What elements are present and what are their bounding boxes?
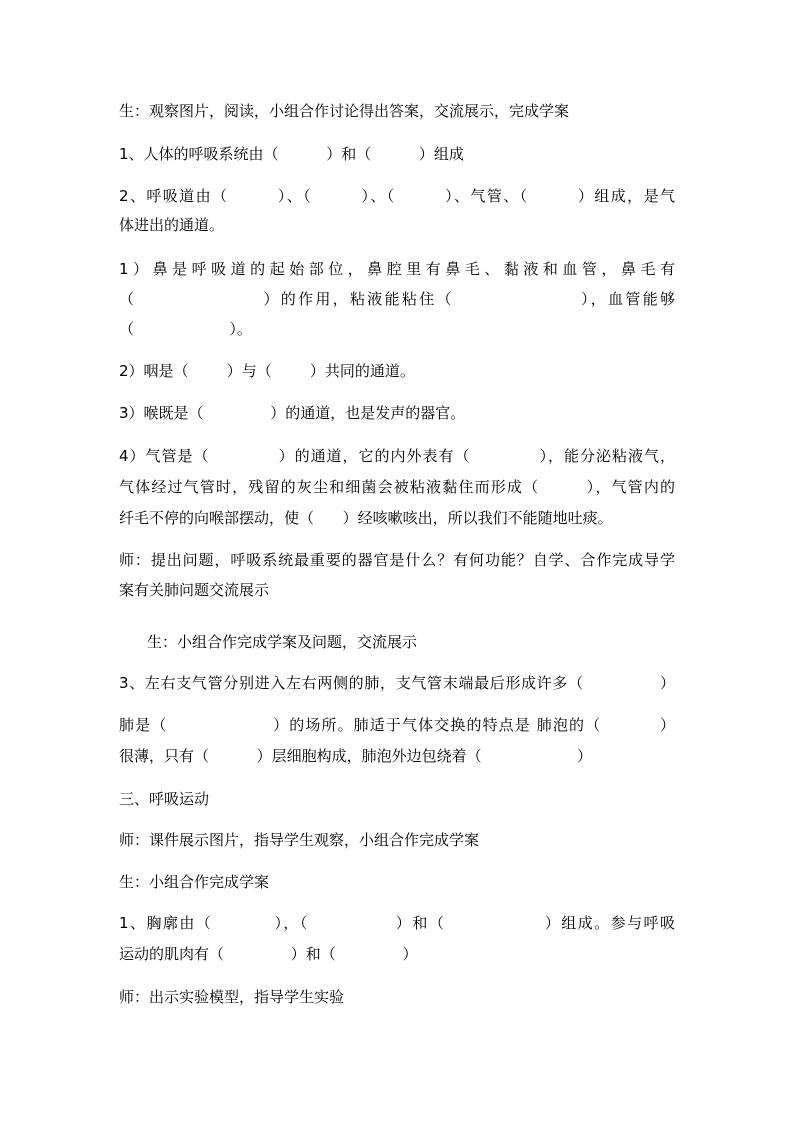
paragraph-line: 2、呼吸道由（ ）、（ ）、（ ）、气管、（ ）组成，是气 [119,187,675,205]
paragraph-line: （ ）的作用，粘液能粘住（ ），血管能够 [119,290,675,308]
paragraph-line: 生：小组合作完成学案及问题，交流展示 [147,633,418,651]
paragraph-line: 师：提出问题，呼吸系统最重要的器官是什么？有何功能？自学、合作完成导学 [119,551,675,569]
paragraph-line: （ ）。 [119,320,252,338]
paragraph-line: 运动的肌肉有（ ）和（ ） [119,945,418,963]
paragraph-line: 师：课件展示图片，指导学生观察，小组合作完成学案 [119,831,480,849]
paragraph-line: 纤毛不停的向喉部摆动，使（ ）经咳嗽咳出，所以我们不能随地吐痰。 [119,509,613,527]
paragraph-line: 很薄，只有（ ）层细胞构成，肺泡外边包绕着（ ） [119,747,593,765]
section-heading: 三、呼吸运动 [119,790,210,808]
paragraph-line: 4）气管是（ ）的通道，它的内外表有（ ），能分泌粘液气， [119,447,675,465]
paragraph-line: 1、人体的呼吸系统由（ ）和（ ）组成 [119,145,464,163]
paragraph-line: 2）咽是（ ）与（ ）共同的通道。 [119,362,415,380]
paragraph-line: 气体经过气管时，残留的灰尘和细菌会被粘液黏住而形成（ ），气管内的 [119,478,675,496]
paragraph-line: 生：观察图片，阅读，小组合作讨论得出答案，交流展示，完成学案 [119,102,570,120]
paragraph-line: 1、胸廓由（ ），（ ）和（ ）组成。参与呼吸 [119,914,675,932]
paragraph-line: 1）鼻是呼吸道的起始部位，鼻腔里有鼻毛、黏液和血管，鼻毛有 [119,260,675,278]
paragraph-line: 生：小组合作完成学案 [119,873,270,891]
paragraph-line: 3）喉既是（ ）的通道，也是发声的器官。 [119,404,466,422]
paragraph-line: 案有关肺问题交流展示 [119,581,270,599]
paragraph-line: 3、左右支气管分别进入左右两侧的肺，支气管末端最后形成许多（ ） [119,674,675,692]
paragraph-line: 体进出的通道。 [119,216,225,234]
paragraph-line: 师：出示实验模型，指导学生实验 [119,988,345,1006]
paragraph-line: 肺是（ ）的场所。肺适于气体交换的特点是 肺泡的（ ） [119,716,675,734]
